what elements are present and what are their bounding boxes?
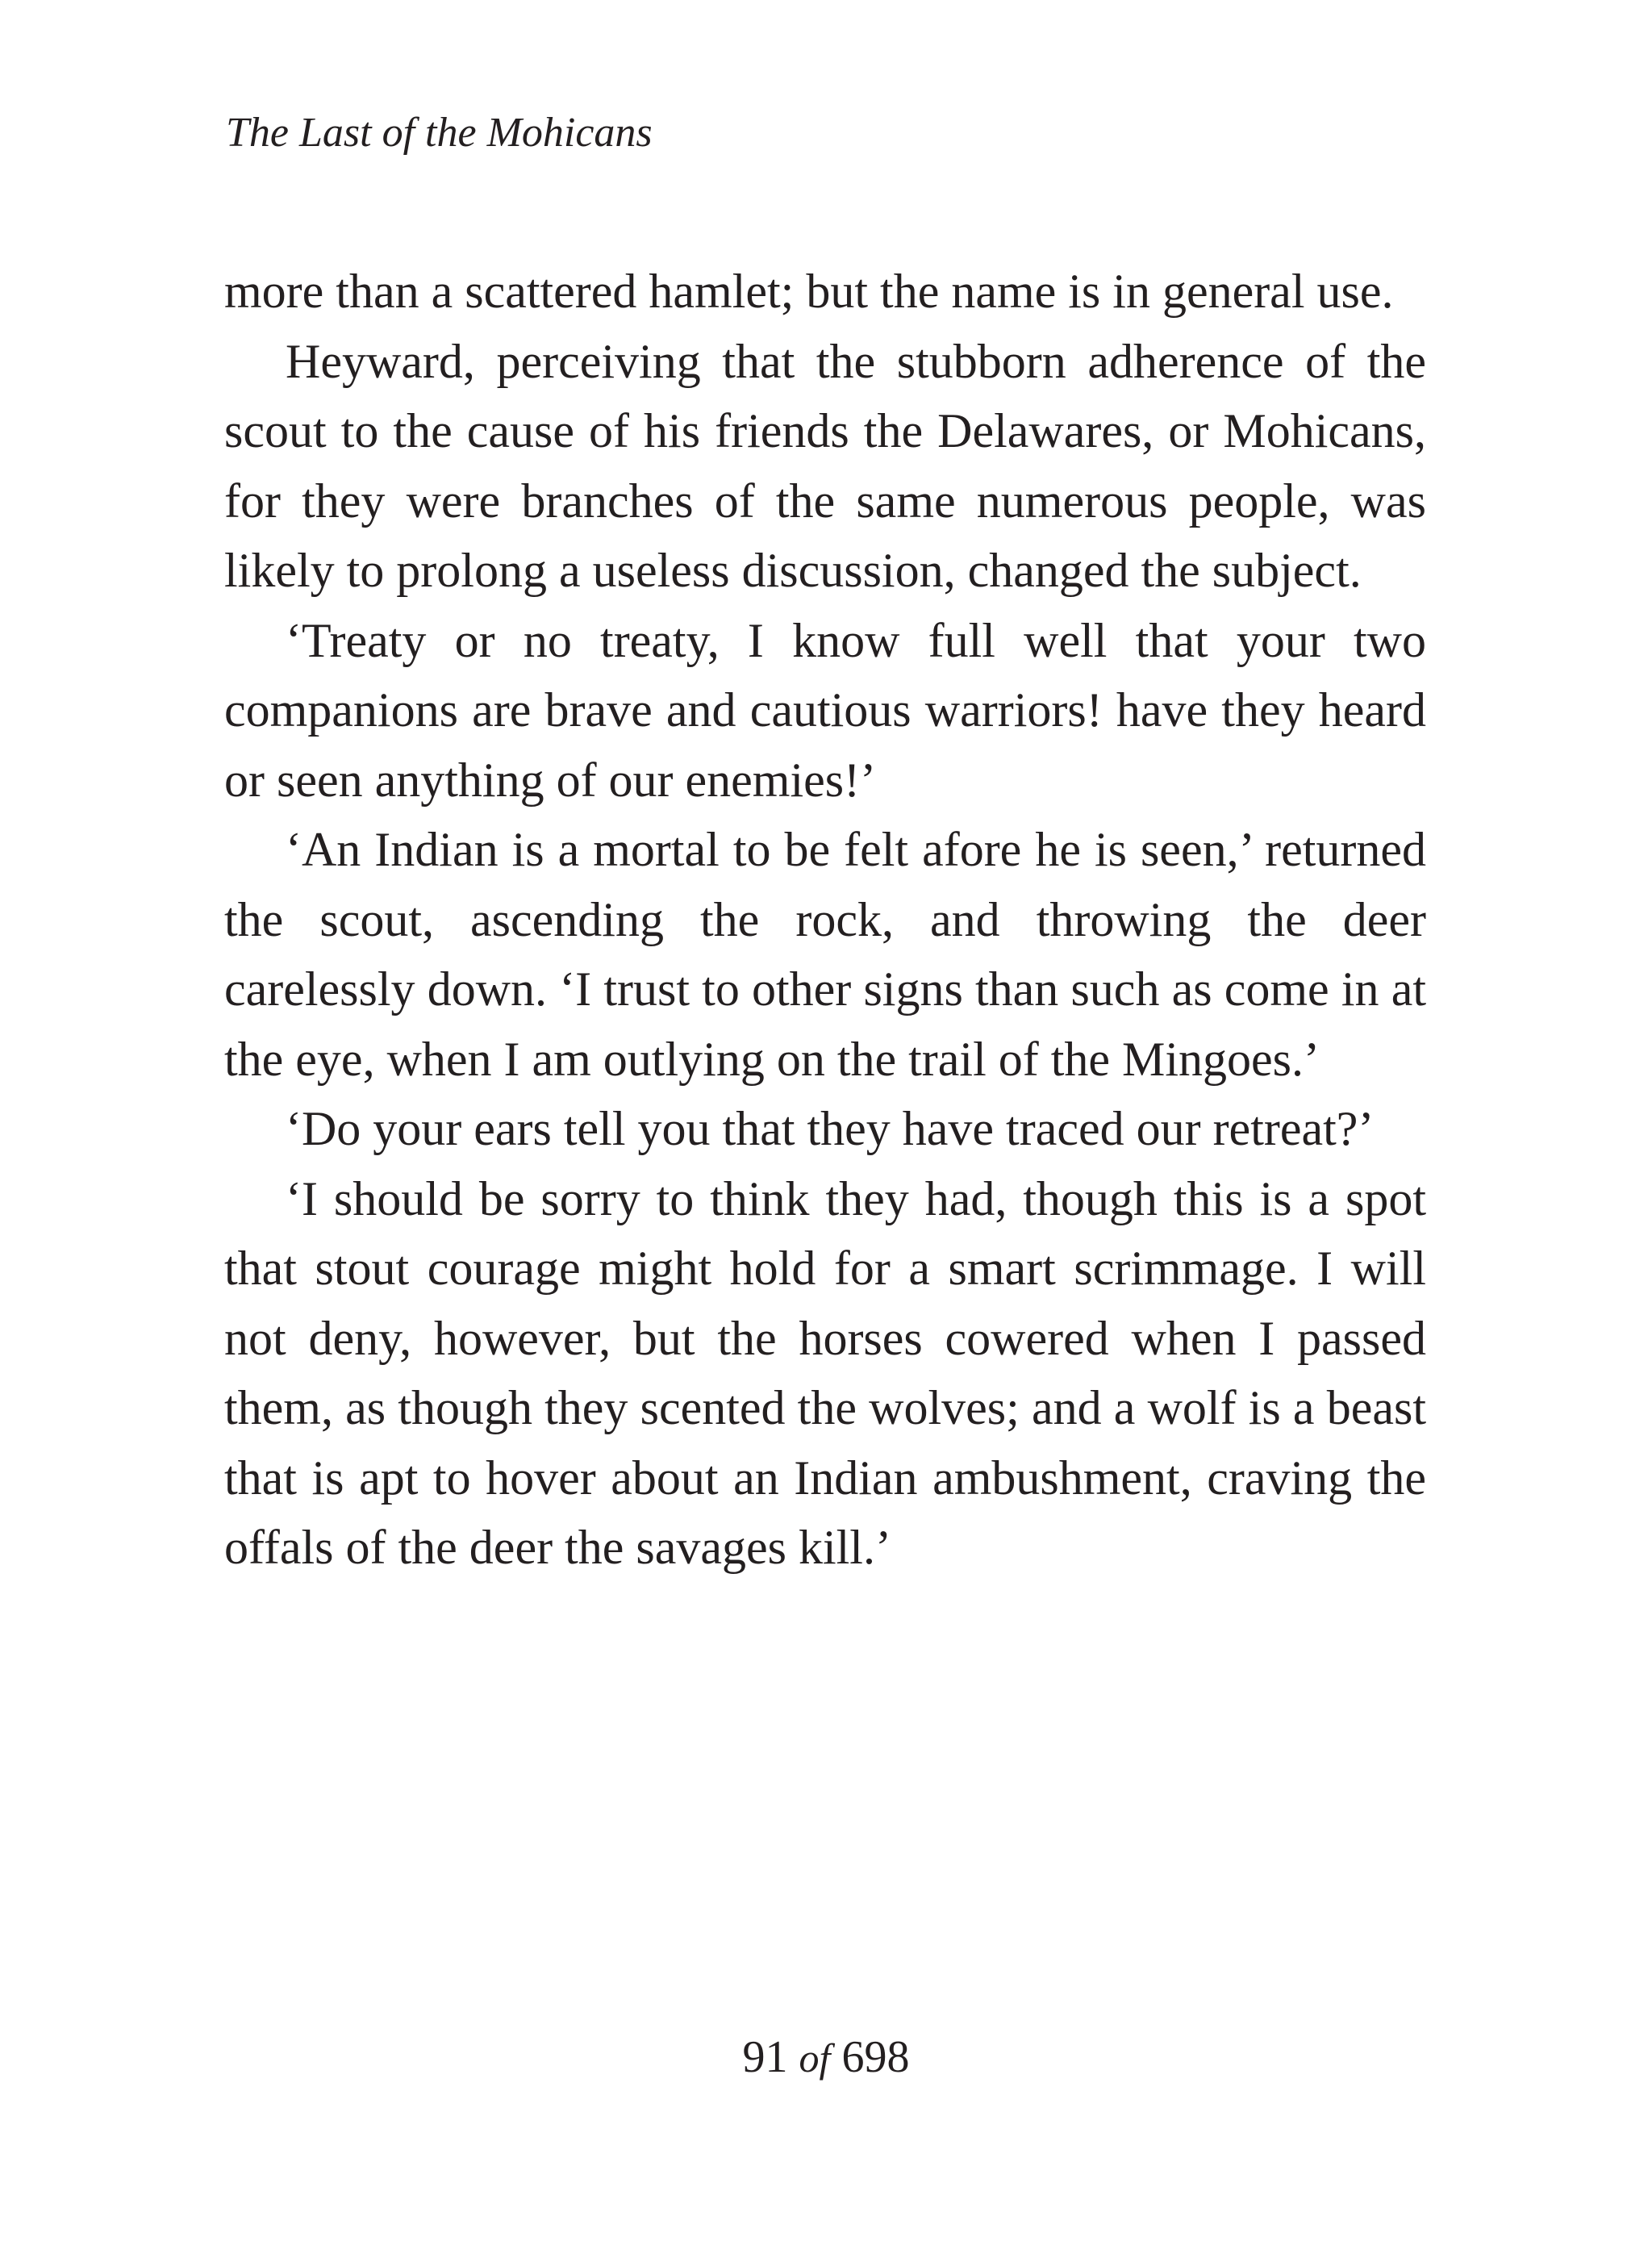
body-text [224,257,1426,1583]
paragraph-treaty: ‘Treaty or no treaty, I know full well that your two companions are brave and cautious warriors! have they heard or seen anything of our enemies!’ [224,613,1426,807]
paragraph-retreat: ‘Do your ears tell you that they have traced our retreat?’ [286,1102,1375,1155]
paragraph-continuation: more than a scattered hamlet; but the name is in general use. [224,265,1394,318]
paragraph-indian-mortal: ‘An Indian is a mortal to be felt afore he is seen,’ returned the scout, ascending the rock, and throwing the deer carelessly down. ‘I trust to other signs than such as come in at the eye, when I am outlying on the trail of the Mingoes.’ [224,823,1426,1086]
current-page-number: 91 [742,2032,788,2082]
paragraph-sorry: ‘I should be sorry to think they had, though this is a spot that stout courage might hold for a smart scrimmage. I will not deny, however, but the horses cowered when I passed them, as though they scented the wolves; and a wolf is a beast that is apt to hover about an Indian ambushment, craving the offals of the deer the savages kill.’ [224,1171,1426,1574]
paragraph-heyward: Heyward, perceiving that the stubborn adherence of the scout to the cause of his friends the Delawares, or Mohicans, for they were branches of the same numerous people, was likely to prolong a useless discussion, changed the subject. [224,334,1426,597]
of-label: of [799,2035,831,2081]
total-page-count: 698 [841,2032,910,2082]
page-number [0,2025,1652,2090]
running-title: The Last of the Mohicans [226,110,653,156]
